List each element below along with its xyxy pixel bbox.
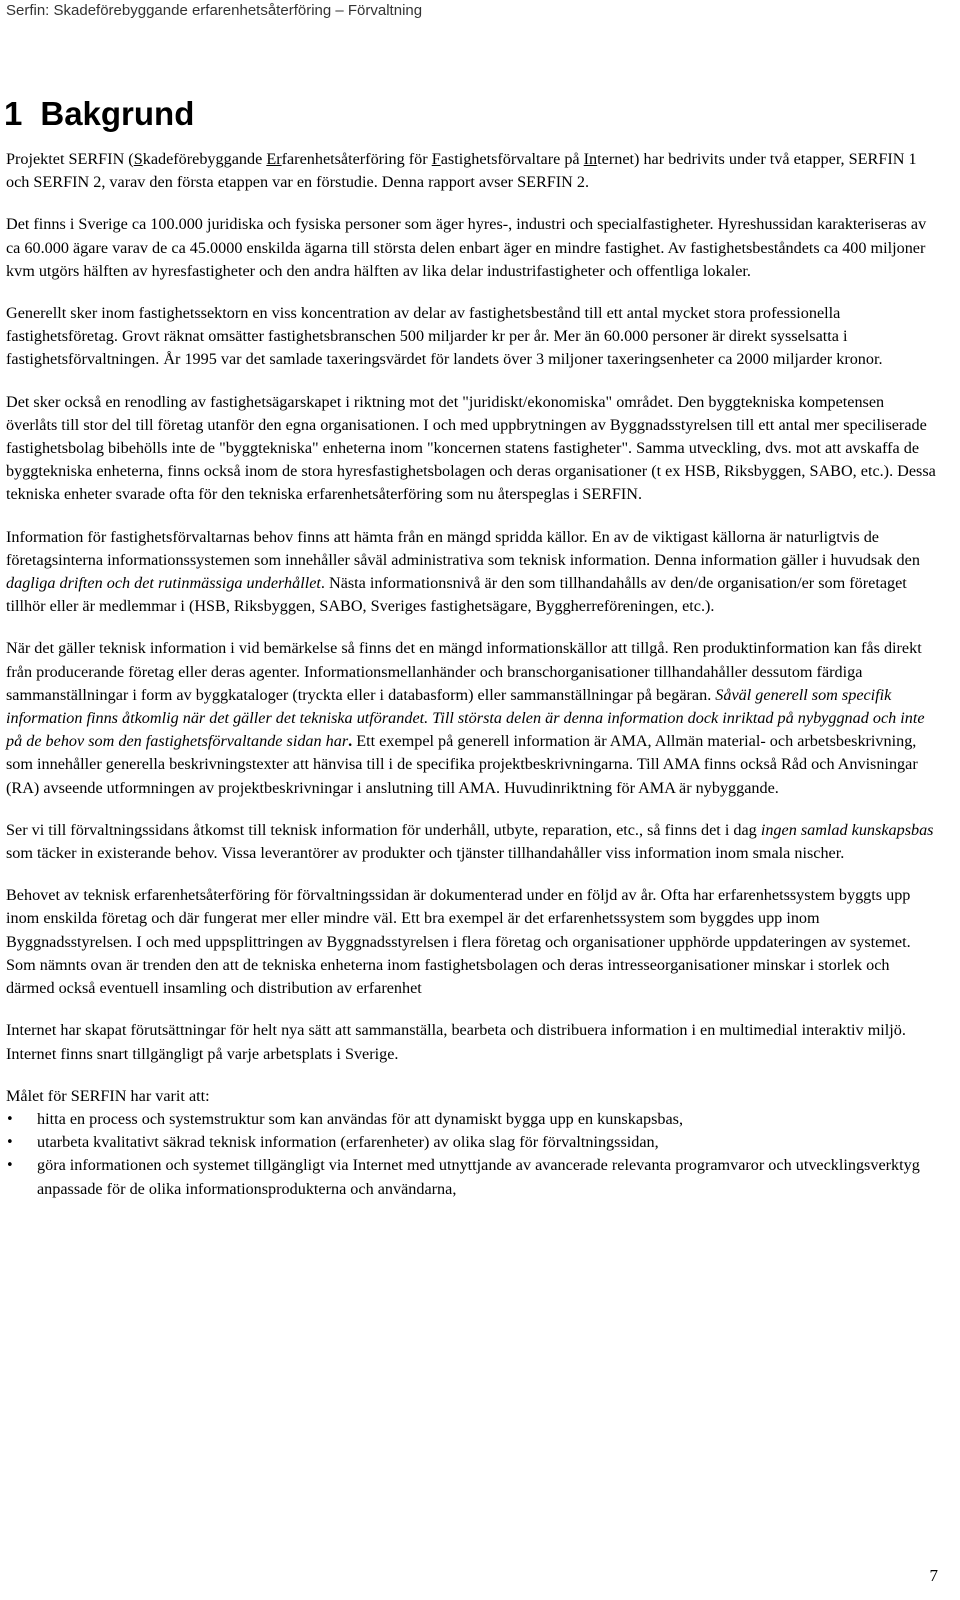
bullet-icon: • [6, 1111, 14, 1127]
text-span: ternet) har bedrivits under två etapper, SERFIN 1 och SERFIN 2, varav den första etappen var en förstudie. Denna rapport avser SERFIN 2. [6, 150, 917, 192]
text-span: Projektet SERFIN ( [6, 150, 134, 168]
list-item-text: hitta en process och systemstruktur som kan användas för att dynamiskt bygga upp en kunskapsbas, [37, 1109, 684, 1128]
paragraph-property-owners: Det finns i Sverige ca 100.000 juridiska och fysiska personer som äger hyres-, industri och specialfastigheter. Hyreshussidan karakteriseras av ca 60.000 ägare varav de ca 45.0000 enskilda ägarna till största delen enbart äger en mindre fastighet. Av fastighetsbeståndets ca 400 miljoner kvm utgörs hälften av hyresfastigheter och den andra hälften av lika delar industrifastigheter och offentliga lokaler. [6, 215, 927, 280]
text-span: som täcker in existerande behov. Vissa leverantörer av produkter och tjänster tillhandahåller viss information inom smala nischer. [6, 844, 845, 863]
running-header: Serfin: Skadeförebyggande erfarenhetsåterföring – Förvaltning [6, 2, 423, 19]
section-heading [4, 94, 194, 134]
acronym-letter: S [133, 150, 143, 168]
paragraph-specialisation: Det sker också en renodling av fastighetsägarskapet i riktning mot det "juridiskt/ekonomiska" området. Den byggtekniska kompetensen överlåts till stor del till företag utanför den egna organisationen. I och med uppbrytningen av Byggnadsstyrelsen till ett antal mer speciliserade fastighetsbolag bibehölls inte de "byggtekniska" enheterna inom "koncernen statens fastigheter". Samma utveckling, dvs. mot att avskaffa de byggtekniska enheterna, finns också inom de stora hyresfastighetsbolagen och deras organisationer (t ex HSB, Riksbyggen, SABO, etc.). Dessa tekniska enheter svarade ofta för den tekniska erfarenhetsåterföring som nu återspeglas i SERFIN. [6, 392, 936, 504]
paragraph-concentration: Generellt sker inom fastighetssektorn en viss koncentration av delar av fastighetsbestånd till ett antal mycket stora professionella fastighetsföretag. Grovt räknat omsätter fastighetsbranschen 500 miljarder kr per år. Mer än 60.000 personer är direkt sysselsatta i fastighetsförvaltningen. År 1995 var det samlade taxeringsvärdet för landets över 3 miljoner taxeringsenheter ca 2000 miljarder kronor. [6, 304, 883, 369]
acronym-letter: F [431, 150, 441, 168]
paragraph-goals-intro: Målet för SERFIN har varit att: [6, 1086, 210, 1105]
paragraph-technical-information [6, 637, 936, 799]
text-span: Information för fastighetsförvaltarnas behov finns att hämta från en mängd spridda källor. En av de viktigast källorna är naturligtvis de företagsinterna informationssystemen som innehåller såväl administrativa som teknisk information. Denna information gäller i huvudsak den [6, 527, 920, 569]
paragraph-internet: Internet har skapat förutsättningar för helt nya sätt att sammanställa, bearbeta och distribuera information i en multimedial interaktiv miljö. Internet finns snart tillgängligt på varje arbetsplats i Sverige. [6, 1021, 906, 1063]
text-span: kadeförebyggande [142, 150, 267, 168]
list-item-text: utarbeta kvalitativt säkrad teknisk information (erfarenheter) av olika slag för förvaltningssidan, [37, 1133, 659, 1152]
text-span: astighetsförvaltare på [440, 150, 584, 168]
section-number: 1 [4, 95, 23, 132]
goals-list [6, 1108, 936, 1201]
paragraph-knowledge-base [6, 819, 936, 865]
text-span: Ett exempel på generell information är AMA, Allmän material- och arbetsbeskrivning, som innehåller generella beskrivningstexter att hänvisa till i de specifika projektbeskrivningarna. Till AMA finns också Råd och Anvisningar (RA) avseende utformningen av projektbeskrivningar i anslutning till AMA. Huvudinriktning för AMA är nybyggande. [6, 732, 918, 797]
acronym-letter: In [583, 150, 598, 168]
emphasis-text: Såväl generell som specifik information finns åtkomlig när det gäller det tekniska utförandet. Till största delen är denna information dock inriktad på nybyggnad och inte på de behov som den fastighetsförvaltande sidan har [6, 685, 925, 751]
text-span: När det gäller teknisk information i vid bemärkelse så finns det en mängd informationskällor att tillgå. Ren produktinformation kan fås direkt från producerande företag eller deras agenter. Informationsmellanhänder och branschorganisationer tillhandahåller dessutom färdiga sammanställningar i form av byggkataloger (tryckta eller i databasform) eller sammanställningar på begäran. [6, 639, 922, 704]
emphasis-text: dagliga driften och det rutinmässiga underhållet [6, 574, 321, 593]
paragraph-project-intro [6, 148, 936, 194]
text-span: farenhetsåterföring för [281, 150, 432, 168]
list-item [6, 1154, 936, 1200]
bold-text: . [348, 732, 353, 751]
text-span: Ser vi till förvaltningssidans åtkomst till teknisk information för underhåll, utbyte, reparation, etc., så finns det i dag [6, 820, 761, 839]
paragraph-information-sources [6, 526, 936, 619]
list-item [6, 1131, 936, 1154]
document-body [6, 148, 936, 1201]
list-item-text: göra informationen och systemet tillgängligt via Internet med utnyttjande av avancerade relevanta programvaror och utvecklingsverktyg anpassade för de olika informationsprodukterna och användarna, [37, 1156, 920, 1198]
text-span: . Nästa informationsnivå är den som tillhandahålls av den/de organisation/er som företaget tillhör eller är medlemmar i (HSB, Riksbyggen, SABO, Sveriges fastighetsägare, Byggherreföreningen, etc.). [6, 574, 907, 616]
section-title: Bakgrund [40, 95, 195, 132]
paragraph-experience-feedback: Behovet av teknisk erfarenhetsåterföring för förvaltningssidan är dokumenterad under en följd av år. Ofta har erfarenhetssystem byggts upp inom enskilda företag och där fungerat mer eller mindre väl. Ett bra exempel är det erfarenhetssystem som byggdes upp inom Byggnadsstyrelsen. I och med uppsplittringen av Byggnadsstyrelsen i flera företag och organisationer upphörde uppdateringen av systemet. Som nämnts ovan är trenden den att de tekniska enheterna inom fastighetsbolagen och deras intresseorganisationer minskar i storlek och därmed också eventuell insamling och distribution av erfarenhet [6, 886, 911, 998]
bullet-icon: • [6, 1135, 14, 1151]
list-item [6, 1108, 936, 1131]
page-number: 7 [929, 1566, 938, 1585]
bullet-icon: • [6, 1158, 14, 1174]
acronym-letter: Er [266, 150, 282, 168]
emphasis-text: ingen samlad kunskapsbas [760, 820, 934, 839]
